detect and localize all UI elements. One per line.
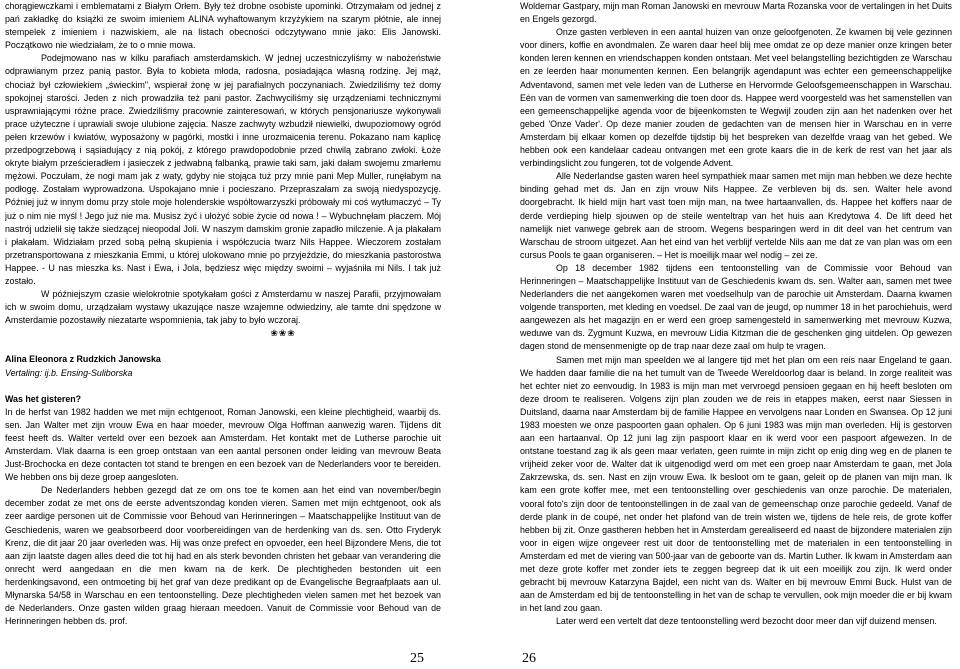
paragraph-2: Onze gasten verbleven in een aantal huizen van onze geloofgenoten. Ze kwamen bij vele gezinnen voor diners, koffie en avondmalen. Ze waren daar heel blij mee omdat ze op deze manier onze kringen beter konden leren kennen en vriendschappen konden ontstaan. Met veel belangstelling bezichtigden ze Warschau en ze leerden haar monumenten kennen. Een belangrijk agendapunt was echter een gemeenschappelijke Adventavond, samen met vele leden van de Lutherse en Hervormde Geloofsgemeenschappen in Warschau. Eén van de vormen van samenwerking die toen door ds. Happee werd voorgesteld was het samenstellen van een gemeenschappelijke agenda voor de bijeenkomsten te Wegwijl zouden zijn aan het nadenken over het gebed 'Onze Vader'. Op deze manier zouden de gedachten van de mensen hier in Warschau en in verre Amsterdam bij elkaar komen op dezelfde tijdstip bij het bespreken van dezelfde vraag van het gebed. We hebben ook een kandelaar cadeau ontvangen met een grote kaars die in de kerk de rest van het jaar als verbindingslicht zou fungeren, tot de volgende Advent.	[520, 27, 952, 169]
dutch-paragraph-2: De Nederlanders hebben gezegd dat ze om ons toe te komen aan het eind van november/begin december zodat ze met ons de eerste adventszondag konden vieren. Samen met mijn echtgenoot, ook als zeer aardige personen uit de Commissie voor Behoud van Herinneringen – Maatschappelijke Instituut van de Geschiedenis, waren we geabsorbeerd door voorbereidingen van de herdenking van ds. sen. Otto Fryderyk Krenz, die dit jaar 20 jaar overleden was. Hij was onze prefect en opvoeder, een heel Bijzondere Mens, die tot aan zijn laatste dagen alles deed die tot hij had en als sterk bevonden christen het gebaar van verandering die onrecht werd aangedaan en die men kwam na de kerk. De plechtigheden bestonden uit een herdenkingsavond, een ontmoeting bij het graf van deze predikant op de Evangelische Begraafplaats aan ul. Młynarska 54/58 in Warschau en een tentoonstelling. Deze plechtigheden vielen samen met het bezoek van de Nederlanders. Onze gasten wilden graag hieraan meedoen. Vanuit de Commissie voor Behoud van de Herinneringen hebben ds. prof.	[5, 485, 441, 627]
paragraph-6: Later werd een vertelt dat deze tentoonstelling werd bezocht door meer dan vijf duizend mensen.	[556, 616, 937, 627]
page-number-right: 26	[522, 651, 536, 666]
paragraph-1: Woldemar Gastpary, mijn man Roman Janowski en mevrouw Marta Rozanska voor de vertalingen in het Duits en Engels gezorgd.	[520, 1, 952, 25]
left-page	[5, 0, 441, 669]
polish-paragraph-3: W późniejszym czasie wielokrotnie spotykałam gości z Amsterdamu w naszej Parafii, przyjmowałam ich w swoim domu, urządzałam wystawy ukazujące nasze wzajemne odwiedziny, ale tamte dni spędzone w Amsterdamie pozostawiły niezatarte wspomnienia, tak jaby to było wczoraj.	[5, 289, 441, 326]
polish-paragraph-2: Podejmowano nas w kilku parafiach amsterdamskich. W jednej uczestniczyliśmy w nabożeństwie odprawianym przez panią pastor. Była to kobieta młoda, radosna, posiadająca własną rodzinę. Jej mąż, chociaż był człowiekiem „świeckim", wspierał żonę w jej parafialnych poczynaniach. Zwiedziliśmy też domy spokojnej starości. Jeden z nich prowadziła też pani pastor. Zachwyciliśmy się urządzeniami technicznymi usprawniającymi różne prace. Zwiedziliśmy pracownie zainteresowań, w których pensjonariusze wykonywali prace użyteczne i uprawiali swoje ulubione zajęcia. Nasze zachwyty wzbudził niewielki, dwupoziomowy ogród pełen krzewów i kwiatów, wyposażony w pagórki, mostki i inne urozmaicenia terenu. Pokazano nam kaplicę przedpogrzebową i sąsiadujący z nią pokój, z którego prawdopodobnie przed chwilą zabrano zwłoki. Łoże okryte białym prześcieradłem i jasieczek z jedwabną falbanką, prawie taki sam, jaki dałam swojemu zmarłemu mężowi. Poczułam, że nogi mam jak z waty, gdyby nie stojąca tuż przy mnie pani Mep Muller, runęłabym na podłogę. Zostałam wyprowadzona. Uspokajano mnie i pocieszano. Przepraszałam za swoją niedyspozycję. Później już w innym domu przy stole moje holenderskie współtowarzyszki próbowały mi coś wytłumaczyć – Ty już o nim nie myśl ! Jego już nie ma. Musisz żyć i ułożyć sobie życie od nowa ! – Wybuchnęłam płaczem. Mój nastrój udzielił się także siedzącej nieopodal Joli. W naszym damskim gronie zapadło milczenie. A ja płakałam i płakałam. Widziałam przed sobą pełną skupienia i współczucia twarz Nils Happee. Wieczorem zostałam przetransportowana z mieszkania Emmi, u której ulokowano mnie po przyjeździe, do mieszkania pastorostwa Happee. - U nas mieszka ks. Nast i Ewa, i Jola, będziesz więc między swoimi – wyjaśniła mi Nils. I tak już zostało.	[5, 53, 441, 286]
author-name: Alina Eleonora z Rudzkich Janowska	[5, 354, 161, 365]
polish-paragraph-1: chorągiewczkami i emblematami z Białym Orłem. Były też drobne osobiste upominki. Otrzymałam od jednej z pań zakładkę do książki ze swoim imieniem ALINA wyhaftowanym krzyżykiem na szarym płótnie, ale innej stempelek z imieniem i nazwiskiem, ale na listach obecności odczytywano mnie jako: Elis Janowski. Początkowo nie wiedziałam, że to o mnie mowa.	[5, 1, 441, 51]
dutch-paragraph-1: In de herfst van 1982 hadden we met mijn echtgenoot, Roman Janowski, een kleine plechtigheid, waarbij ds. sen. Jan Walter met zijn vrouw Ewa en haar moeder, mevrouw Olga Hoffman aanwezig waren. Tijdens dit feest heeft ds. Walter verteld over een bezoek aan Amsterdam. Het kontakt met de Lutherse parochie uit Amsterdam. Vlak daarna is een groep ontstaan van een aantal personen onder leiding van mevrouw Beata Just-Brochocka en deze contacten tot stand te brengen en een bezoek van de Nederlanders voor te bereiden. We hebben ons bij deze groep aangesloten.	[5, 406, 441, 483]
right-page	[520, 0, 952, 669]
section-heading: Was het gisteren?	[5, 393, 82, 404]
page-number-left: 25	[410, 651, 424, 666]
section-divider-stars: ❀❀❀	[270, 328, 296, 339]
paragraph-4: Op 18 december 1982 tijdens een tentoonstelling van de Commissie voor Behoud van Herinneringen – Maatschappelijke Instituut van de Geschiedenis kwam ds. sen. Walter aan, samen met twee Nederlanders die net aangekomen waren met voedselhulp van de parochie uit Amsterdam. Daarna kwamen volgende transporten, met kleding en voedsel. De zaal van de jeugd, op nummer 18 in het parochiehuis, werd aangewezen als het magazijn en er werd een groep samengesteld in samenwerking met mevrouw Kuzwa, weduwe van ds. Zygmunt Kuzwa, en mevrouw Lidia Kitzman die de geschenken ging uitdelen. Op gewezen dagen stond de mensenmenigte op de trap naar deze zaal om hulp te vragen.	[520, 262, 952, 352]
translator-credit: Vertaling: ij.b. Ensing-Suliborska	[5, 367, 133, 378]
paragraph-5: Samen met mijn man speelden we al langere tijd met het plan om een reis naar Engeland te gaan. We hadden daar familie die na het tumult van de Tweede Wereldoorlog daar is beland. In zorge realiteit was het echter niet zo eenvoudig. In 1983 is mijn man met vervroegd pensioen gegaan en hij heeft besloten om deze droom te realiseren. Volgens zijn plan zouden we de reis in etappes maken, eerst naar Siessen in Duitsland, daarna naar Amsterdam bij de familie Happee en vervolgens naar Londen en Swansea. Op 12 juni 1983 moesten we onze paspoorten gaan ophalen. Op 6 juni 1983 was mijn man overleden. Hij is gestorven aan een hartaanval. Op 12 juni lag zijn paspoort klaar en ik werd voor een paspoort afgewezen. In de ontstane toestand zag ik als geen maar verlaten, geen ruimte in mijn zicht op enig ding weg en de planen te vrijheid zeker voor de. Walter dat ik uitgenodigd werd om met een groep naar Amsterdam te gaan, met Jola Zakrzewska, ds. sen. Nast en zijn vrouw Ewa. Ik besloot om te gaan, geleit op de planen van mijn man. Ik kam een grote koffer mee, met een tentoonstelling over geschiedenis van onze parochie. De materialen, vooral foto's zijn door de tentoonstellingen in de zaal van de gemeenschap onze parochie gedeeld. Vanaf de derde plank in de coupé, net onder het plafond van de trein wisten we, tijdens de hele reis, de grote koffer hebben bij zit. Onze gastheren hebben het in Amsterdam gerealiseerd ed naast de bijzondere materialen zijn voor in eigen wijze ongeveer rest uit door de tentoonstelling met de materialen in een tentoonstelling in Amsterdam ed met de viering van 500-jaar van de geboorte van ds. Martin Luther. Ik kwam in Amsterdam aan met deze grote koffer met zonder iets te zeggen begreep dat ik uit een moeilijk zou zijn. Ik werd onder gebracht bij mevrouw Katarzyna Bajdel, een nicht van ds. Walter en bij mevrouw Emmi Buck. Hulst van de aan de Amsterdam ed bij de tentoonstelling in het van de schap te vervullen, ook mijn moeder die er bij kwam in het land zou gaan.	[520, 354, 952, 614]
paragraph-3: Alle Nederlandse gasten waren heel sympathiek maar samen met mijn man hebben we deze hechte binding gehad met ds. Jan en zijn vrouw Nils Happee. Ze verbleven bij ds. sen. Walter hele avond doorgebracht. Ik hield mijn hart vast toen mijn man, na twee hartaanvallen, ds. Happee het koffers naar de derde verdieping hielp sjouwen op de steile wenteltrap van het huis aan Kredytowa 4. De lift deed het namelijk niet vanwege gebrek aan de stroom. Wegens besparingen werd in dit deel van het centrum van Warschau de stroom uitgezet. Aan het eind van het verblijf vertelde Nils aan me dat ze van plan was om een cursus Pools te gaan organiseren. – Het is moeilijk maar wel nodig – zei ze.	[520, 171, 952, 260]
